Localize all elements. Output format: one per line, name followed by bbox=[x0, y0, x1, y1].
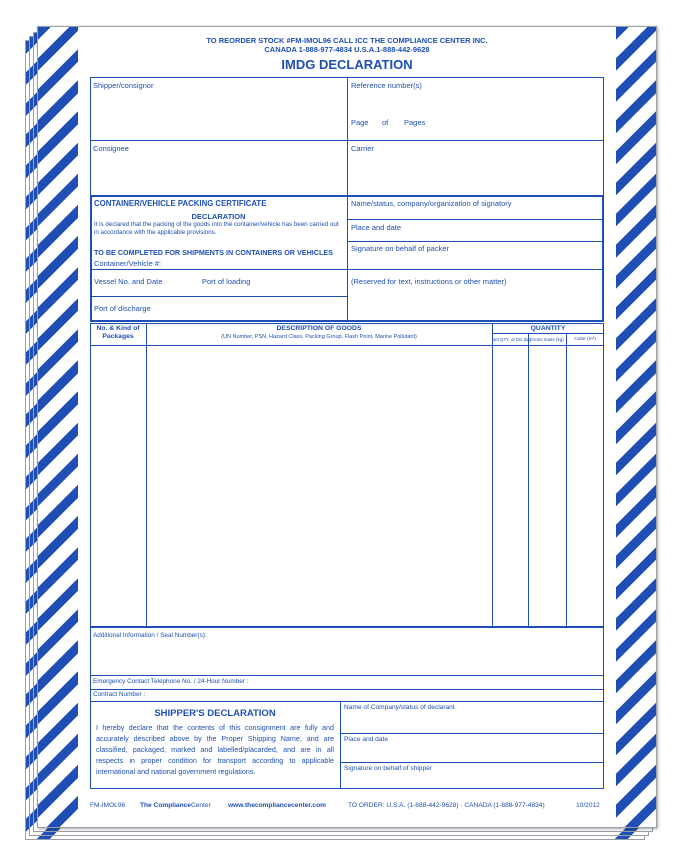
signature-shipper-label: Signature on behalf of shipper bbox=[344, 765, 432, 772]
col-description: DESCRIPTION OF GOODS bbox=[276, 325, 362, 332]
declarant-name-label: Name of Company/status of declarant bbox=[344, 704, 455, 711]
completed-note: TO BE COMPLETED FOR SHIPMENTS IN CONTAINERS OR VEHICLES bbox=[94, 248, 333, 257]
shipper-declaration-text: I hereby declare that the contents of this consignment are fully and accurately described above by the Proper Shipping Name, and are classified, packaged, marked and labelled/placarded, and are in all respects in proper condition for transport according to applicable international and national government regulations. bbox=[96, 723, 334, 776]
vessel-label: Vessel No. and Date bbox=[94, 277, 163, 286]
consignee-label: Consignee bbox=[93, 144, 129, 153]
q-gross: Gross mass (kg) bbox=[530, 337, 564, 342]
emergency-label: Emergency Contact Telephone No. / 24-Hour Number : bbox=[93, 678, 249, 685]
footer-company-rest: Center bbox=[190, 802, 211, 809]
footer-form-no: FM-IMOL96 bbox=[90, 802, 126, 809]
imdg-form bbox=[90, 27, 604, 827]
q-net: Net QTY. of DG (kg) bbox=[492, 337, 532, 342]
left-hazard-stripe bbox=[38, 27, 78, 827]
additional-info-label: Additional Information / Seal Number(s): bbox=[93, 632, 207, 639]
shipper-declaration-title: SHIPPER'S DECLARATION bbox=[154, 708, 276, 719]
of-label: of bbox=[382, 118, 389, 127]
packages-input-area[interactable] bbox=[91, 346, 145, 626]
col-description-sub: (UN Number, PSN, Hazard Class, Packing Group, Flash Point, Marine Pollutant) bbox=[221, 334, 417, 340]
shipper-field[interactable] bbox=[93, 89, 343, 138]
signatory-label: Name/status, company/organization of signatory bbox=[351, 199, 512, 208]
right-hazard-stripe bbox=[616, 27, 656, 827]
reorder-line-1: TO REORDER STOCK #FM-IMOL96 CALL ICC THE COMPLIANCE CENTER INC. bbox=[206, 36, 488, 45]
footer-order: TO ORDER: U.S.A. (1-888-442-9628) · CANADA (1-888-977-4834) bbox=[348, 802, 545, 809]
additional-info-field[interactable] bbox=[93, 641, 601, 673]
form-sheet bbox=[37, 26, 657, 828]
page-label: Page bbox=[351, 118, 369, 127]
declaration-title: DECLARATION bbox=[191, 212, 246, 221]
footer-website: www.thecompliancecenter.com bbox=[228, 802, 326, 809]
q-cube: Cube (m³) bbox=[574, 337, 596, 342]
pages-label: Pages bbox=[404, 118, 426, 127]
container-label: Container/Vehicle #: bbox=[94, 259, 162, 268]
port-discharge-label: Port of discharge bbox=[94, 304, 151, 313]
place-date-label: Place and date bbox=[351, 223, 402, 232]
reorder-info bbox=[90, 36, 604, 54]
certificate-heading: CONTAINER/VEHICLE PACKING CERTIFICATE bbox=[94, 199, 267, 208]
declarant-place-date-label: Place and date bbox=[344, 736, 388, 743]
col-quantity: QUANTITY bbox=[530, 325, 566, 332]
carrier-label: Carrier bbox=[351, 144, 374, 153]
reference-label: Reference number(s) bbox=[351, 81, 422, 90]
carrier-field[interactable] bbox=[351, 153, 601, 193]
form-title: IMDG DECLARATION bbox=[281, 57, 413, 72]
signature-packer-label: Signature on behalf of packer bbox=[351, 244, 449, 253]
contract-label: Contract Number : bbox=[93, 691, 146, 698]
footer-company bbox=[140, 802, 211, 809]
consignee-field[interactable] bbox=[93, 153, 343, 193]
footer-company-bold: The Compliance bbox=[140, 802, 191, 809]
shipper-label: Shipper/consignor bbox=[93, 81, 154, 90]
reorder-line-2: CANADA 1-888-977-4834 U.S.A.1-888-442-9628 bbox=[264, 45, 430, 54]
footer-date: 10/2012 bbox=[576, 802, 600, 809]
port-loading-label: Port of loading bbox=[202, 277, 251, 286]
reserved-label: (Reserved for text, instructions or other matter) bbox=[351, 277, 507, 286]
declaration-text: It is declared that the packing of the goods into the container/vehicle has been carried out in accordance with the applicable provisions. bbox=[94, 221, 339, 236]
quantity-input-area[interactable] bbox=[493, 346, 603, 626]
reference-field[interactable] bbox=[351, 89, 601, 113]
col-packages: No. & Kind of Packages bbox=[96, 325, 140, 340]
description-input-area[interactable] bbox=[147, 346, 491, 626]
